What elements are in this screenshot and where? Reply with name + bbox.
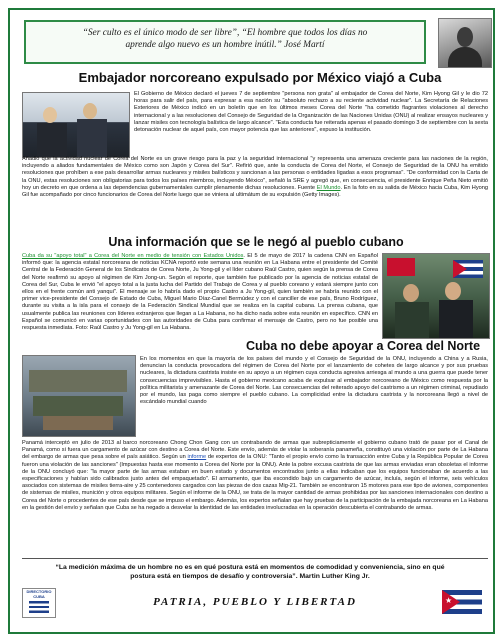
un-report-link[interactable]: informe xyxy=(187,454,207,461)
article2-body-text: . El 5 de mayo de 2017 la cadena CNN en Español informó que: la agencia estatal norcoreana de noticias KCNA reportó este semana una reunión en La Habana entre el presidente del Comité Central de la Federación General de los Sindicatos de Corea Norte, Ju Yong-gil y el líder cubano Raúl Castro, quien según la prensa de Corea del Norte reafirmó su apoyo al régimen de Kim Jong-un. Según el reporte, que también fue publicado por la agencia de noticias estatal de Corea del Sur, Cuba le envió "el apoyo total a la justa lucha del Partido del Trabajo de Corea y al pueblo coreano y estará siempre junto con ellos en el frente común anti yanqui". El mensaje se lo habría dado el propio Castro a Ju Yong-gil, quien también se habría reunido con el primer vice-presidente del Consejo de Estado de Cuba, Miguel Mario Díaz-Canel Bermúdez y con el canciller de ese país, Bruno Rodríguez, durante su visita a la isla para el consejo de la Federación Sindical Mundial que se realiza en la capital cubana. La prensa cubana, que usualmente publica las reuniones con líderes extranjeros que llegan a La Habana, no ha dicho nada sobre esta reunión en específico. CNN en Español se comunicó en varias oportunidades con las autoridades de Cuba para confirmar el mensaje de Castro, pero no fue posible una respuesta inmediata. Foto: Raúl Castro y Ju Yong-gil en La Habana. xyxy=(22,253,378,332)
cargo-shape xyxy=(29,370,127,392)
portrait-body-shape xyxy=(448,47,482,67)
person-body xyxy=(439,300,473,338)
article1-body-right: El Gobierno de México declaró el jueves 7 de septiembre "persona non grata" al embajador de Corea del Norte, Kim Hyong Gil y le dio 72 horas para salir del país, para expresar a esa nación su "absoluto rechazo a su reciente actividad nuclear". La Secretaría de Relaciones Exteriores de México indicó en un boletín que en los últimos meses Corea del Norte "ha cometido flagrantes violaciones al derecho internacional y a las resoluciones del Consejo de Seguridad de la Organización de las Naciones Unidas (ONU) al realizar ensayos nucleares y lanzar misiles con tecnología balística de largo alcance". "Esta conducta fue reiterada apenas el pasado domingo 3 de septiembre con la sexta detonación nuclear de aquel país, con mayor potencia que las anteriores", expuso la institución. xyxy=(134,91,488,134)
article1-body-full xyxy=(22,156,488,199)
article3-body-right: En los momentos en que la mayoría de los países del mundo y el Consejo de Seguridad de la ONU, incluyendo a China y a Rusia, denuncian la conducta provocadora del régimen de Corea del Norte por el lanzamiento de cohetes de largo alcance y por sus pruebas nucleares, la dictadura castrista insiste en su apoyo a un régimen cuya conducta agresiva arriesga al mundo a una guerra que puede tener consecuencias imprevisibles. Hasta el gobierno mexicano acaba de expulsar al embajador norcoreano de México como respuesta por la política militarista y amenazante de Corea del Norte. Las consecuencias del reiterado apoyo del castrismo a un régimen criminal, repudiado por el mundo, las paga como siempre el pueblo cubano. La complicidad entre la dictadura castrista y la norcoreana llegó a nivel de escándalo mundial cuando xyxy=(140,356,488,406)
article1-body-text: Añadió que la actividad nuclear de Corea del Norte es un grave riesgo para la paz y la seguridad internacional "y representa una amenaza creciente para las naciones de la región, incluyendo a aliados fundamentales de México como son Japón y Corea del Sur". Refirió que, ante la conducta de Corea del Norte, el Consejo de Seguridad de la ONU ha emitido resoluciones que prohíben a ese país desarrollar armas nucleares y misiles balísticos y sancionan a las personas o entidades ligadas a esos programas". "De conformidad con la Carta de la ONU, estas resoluciones son obligatorias para todos los países miembros, incluyendo México", señaló la SRE y agregó que, en consecuencia, el presidente Enrique Peña Nieto emitió hoy un decreto en que ordena a las dependencias gubernamentales cumplir plenamente dichas resoluciones. Fuente xyxy=(22,156,488,191)
marti-quote-line2: aprende algo nuevo es un hombre inútil.” José Martí xyxy=(125,40,325,50)
flag-star-icon: ★ xyxy=(445,596,453,605)
logo-text: DIRECTORIO CUBA xyxy=(26,589,52,599)
weapons-cargo-photo xyxy=(22,355,136,437)
newsletter-page xyxy=(8,8,495,634)
castro-meeting-photo xyxy=(382,253,490,339)
marti-quote-line1: “Ser culto es el único modo de ser libre”, “El hombre que todos los días no xyxy=(82,28,368,38)
article1-title: Embajador norcoreano expulsado por México viajó a Cuba xyxy=(78,70,442,85)
person-body xyxy=(77,119,107,157)
kim-hyong-gil-photo xyxy=(22,92,130,158)
footer-motto: PATRIA, PUEBLO Y LIBERTAD xyxy=(153,596,357,608)
logo-flag-icon xyxy=(29,601,49,613)
flag-triangle xyxy=(453,260,467,278)
flag-shape xyxy=(387,258,415,276)
person-body xyxy=(395,302,429,338)
person-body xyxy=(37,123,67,157)
person-head xyxy=(43,107,57,123)
mlk-quote xyxy=(40,563,460,581)
article2-body xyxy=(22,253,378,332)
footer-divider xyxy=(22,558,488,559)
cnn-headline-link[interactable]: Cuba da su "apoyo total" a Corea del Norte en medio de tensión con Estados Unidos xyxy=(22,253,244,259)
article3-title: Cuba no debe apoyar a Corea del Norte xyxy=(245,339,481,353)
person-head xyxy=(445,282,461,300)
cuban-flag-icon xyxy=(442,590,482,614)
mlk-quote-line2: postura está en tiempos de desafío y controversia”. Martin Luther King Jr. xyxy=(130,573,370,580)
article3-body-full xyxy=(22,440,488,512)
cargo-shape xyxy=(43,416,113,430)
article3-body-text: Panamá interceptó en julio de 2013 al barco norcoreano Chong Chon Gang con un contrabando de armas que subrepticiamente el gobierno cubano trató de pasar por el Canal de Panamá, como si fuera un cargamento de azúcar con destino a Corea del Norte. Este envío, además de violar la soberanía panameña, constituyó una violación por parte de La Habana del embargo de armas que pesa sobre el país asiático. Según un xyxy=(22,440,488,461)
person-head xyxy=(403,284,419,302)
mlk-quote-line1: “La medición máxima de un hombre no es en qué postura está en momentos de comodidad y conveniencia, sino en qué xyxy=(55,564,445,571)
marti-quote-box xyxy=(24,20,426,64)
article3-body-tail: de expertos de la ONU: "Tanto el propio envío como la transacción entre Cuba y la República Popular de Corea fueron una violación de las sanciones" (Impuestas hasta ese momento a Corea del Norte por la ONU). Ante la pobre excusa castrista de que las armas enviadas eran obsoletas el informe de la ONU concluyó que: "la mayor parte de las armas estaban en buen estado y documentos encontrados junto a ellas indicaban que los equipos funcionaban de acuerdo a las especificaciones y habían sido calibrados justo antes del empaquetado". El armamento, que iba escondido bajo un cargamento de azúcar, incluía, según el informe, seis vehículos asociados con sistemas de misiles tierra-aire y 25 contenedores cargados con las piezas de dos cazas Mig-21. También se encontraron 15 motores para ese tipo de aviones, componentes de sistemas de misiles, munición y otros equipos militares. Según el informe de la ONU, se trata de la mayor cantidad de armas prohibidas por las sanciones internacionales con destino a Corea del Norte o procedentes de ese país desde que se impuso el embargo. Además, los expertos señalan que hay pruebas de la participación de la embajada norcoreana en La Habana en la gestión del envío y señalan que Cuba se ha negado a desvelar la identidad de las entidades involucradas en la operación descubierta el contrabando de armas. xyxy=(22,454,489,511)
article2-title: Una información que se le negó al pueblo cubano xyxy=(108,235,404,249)
article1-body-tail: . En la foto en su salida de México hacia Cuba, Kim Hyong Gil fue acompañado por cinco funcionarios de Corea del Norte luego que se viniera al ultimátum de su expulsión (Getty Images). xyxy=(22,184,488,199)
cargo-shape xyxy=(33,396,123,416)
person-head xyxy=(83,103,97,119)
marti-portrait-image xyxy=(438,18,492,68)
portrait-head-shape xyxy=(457,27,473,47)
directorio-logo xyxy=(22,588,56,618)
source-link-el-mundo[interactable]: El Mundo xyxy=(316,184,341,191)
